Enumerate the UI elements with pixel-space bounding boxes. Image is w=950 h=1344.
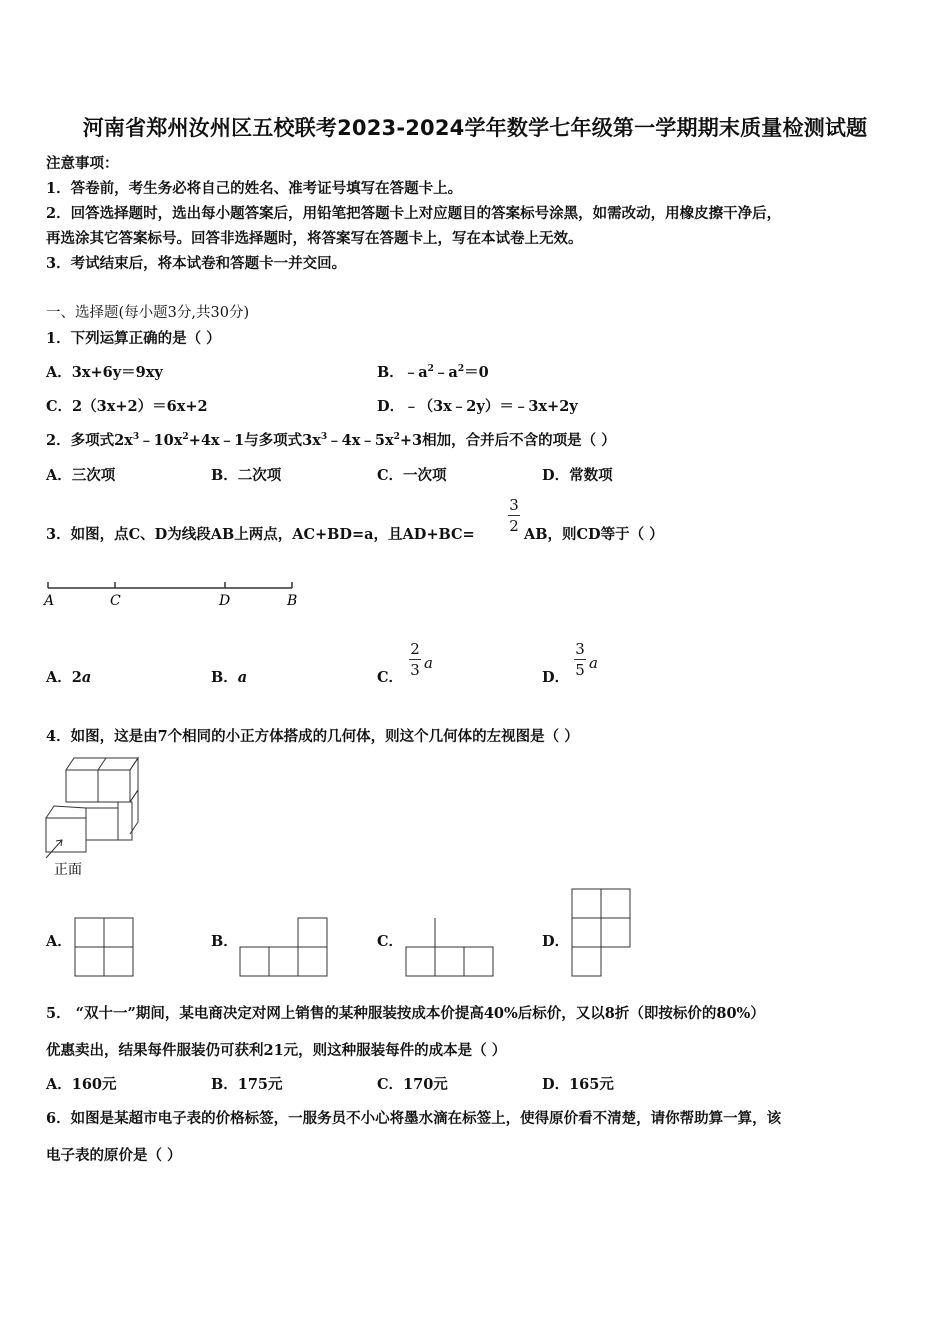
notice-item-1: 1．答卷前，考生务必将自己的姓名、准考证号填写在答题卡上。 <box>46 180 463 197</box>
q4-option-c-figure <box>405 917 497 977</box>
q1-stem: 1．下列运算正确的是（ ） <box>46 330 221 347</box>
q4-option-d-figure <box>571 888 633 978</box>
page-title: 河南省郑州汝州区五校联考2023-2024学年数学七年级第一学期期末质量检测试题 <box>82 116 868 140</box>
q3-option-b: B．a <box>211 669 248 686</box>
q1-option-b: B．$﹣a^2﹣a^2=0$ <box>377 364 489 381</box>
q2-option-d: D．常数项 <box>542 467 613 484</box>
notice-heading: 注意事项： <box>46 155 119 172</box>
q3-option-a: A．2a <box>46 669 92 686</box>
q3-option-d-fraction: 3 5 <box>575 640 585 679</box>
label-point-b: B <box>287 593 298 609</box>
q5-stem-line2: 优惠卖出，结果每件服装仍可获利21元，则这种服装每件的成本是（ ） <box>46 1042 507 1059</box>
q3-option-c-fraction: 2 3 <box>410 640 420 679</box>
q4-option-c-label: C． <box>377 933 404 950</box>
q3-segment-figure <box>40 578 310 612</box>
notice-item-3: 3．考试结束后，将本试卷和答题卡一并交回。 <box>46 255 347 272</box>
q3-option-c-var: a <box>424 654 433 672</box>
q6-stem-line2: 电子表的原价是（ ） <box>46 1147 182 1164</box>
front-label: 正面 <box>54 862 82 878</box>
q5-stem-line1: 5． “双十一”期间，某电商决定对网上销售的某种服装按成本价提高40%后标价，又以8折（即按标价的80%） <box>46 1005 765 1022</box>
notice-item-2b: 再选涂其它答案标号。回答非选择题时，将答案写在答题卡上，写在本试卷上无效。 <box>46 230 583 247</box>
q4-stem: 4．如图，这是由7个相同的小正方体搭成的几何体，则这个几何体的左视图是（ ） <box>46 728 579 745</box>
label-point-a: A <box>44 593 55 609</box>
q4-option-a-label: A． <box>46 933 72 950</box>
q3-stem-part2: AB，则CD等于（ ） <box>524 526 664 543</box>
q3-option-d-label: D． <box>542 669 570 686</box>
q3-option-c-label: C． <box>377 669 404 686</box>
q2-option-c: C．一次项 <box>377 467 447 484</box>
q5-option-a: A．160元 <box>46 1076 117 1093</box>
q5-option-c: C．170元 <box>377 1076 448 1093</box>
q2-stem: 2．多项式$2x^3﹣10x^2+4x﹣1$与多项式$3x^3﹣4x﹣5x^2+3$相加，合并后不含的项是（ ） <box>46 432 616 449</box>
q1-option-a: A．3x+6y＝9xy <box>46 364 163 381</box>
q3-fraction: 3 2 <box>509 496 519 535</box>
front-arrow <box>46 840 62 858</box>
q1-option-d: D．﹣（3x﹣2y）＝﹣3x+2y <box>377 398 578 415</box>
q4-option-d-label: D． <box>542 933 570 950</box>
notice-item-2a: 2．回答选择题时，选出每小题答案后，用铅笔把答题卡上对应题目的答案标号涂黑，如需改动，用橡皮擦干净后， <box>46 205 782 222</box>
q1-option-c: C．2（3x+2）＝6x+2 <box>46 398 208 415</box>
label-point-c: C <box>110 593 121 609</box>
label-point-d: D <box>219 593 231 609</box>
q5-option-b: B．175元 <box>211 1076 283 1093</box>
section-heading: 一、选择题(每小题3分,共30分) <box>46 305 250 321</box>
q4-option-a-figure <box>74 917 134 977</box>
q6-stem-line1: 6．如图是某超市电子表的价格标签，一服务员不小心将墨水滴在标签上，使得原价看不清楚，请你帮助算一算，该 <box>46 1110 782 1127</box>
q5-option-d: D．165元 <box>542 1076 614 1093</box>
q3-stem-part1: 3．如图，点C、D为线段AB上两点，AC+BD=a，且AD+BC= <box>46 526 475 543</box>
q4-cube-figure <box>40 752 150 882</box>
q4-option-b-label: B． <box>211 933 238 950</box>
q4-option-b-figure <box>238 917 330 977</box>
q2-option-a: A．三次项 <box>46 467 116 484</box>
q3-option-d-var: a <box>589 654 598 672</box>
q2-option-b: B．二次项 <box>211 467 282 484</box>
